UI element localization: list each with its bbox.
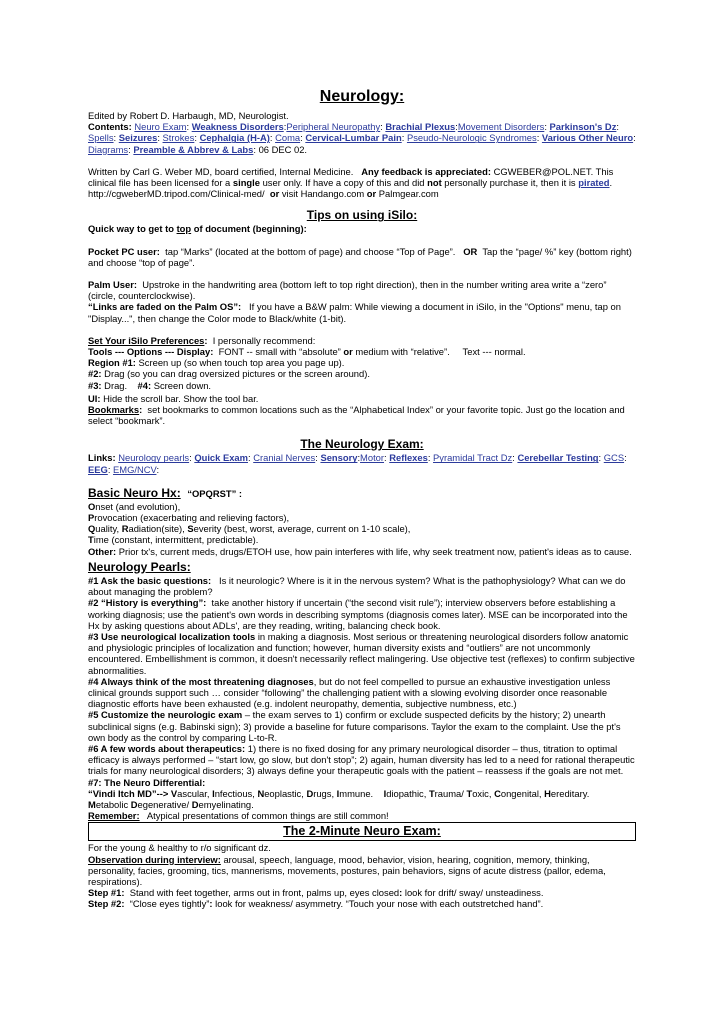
link-pirated[interactable]: pirated xyxy=(578,177,610,189)
link-neurology-pearls[interactable]: Neurology pearls xyxy=(118,452,190,464)
link-sensory[interactable]: Sensory xyxy=(320,452,358,464)
link-pseudo-neurologic[interactable]: Pseudo-Neurologic Syndromes xyxy=(406,132,537,144)
pearl-2: #2 “History is everything”: take another history if uncertain (“the second visit rule”); interview observers before establishing a working diagnosis; use the patient's own words in describing symptoms (diagnosis comes later). MSE can be incorporated into the Hx by asking questions about ADLs', are they reading, writing, balancing check book. xyxy=(88,597,628,631)
metabolic-initial: D xyxy=(130,798,138,810)
vindi-initial: I xyxy=(212,787,215,799)
pearl-7: #7: The Neuro Differential: xyxy=(88,776,206,788)
link-seizures[interactable]: Seizures xyxy=(118,132,158,144)
vindi-line: “Vindi Itch MD”--> Vascular, Infectious, Neoplastic, Drugs, Immune. Idiopathic, Trauma/ Toxic, Congenital, Hereditary. xyxy=(88,787,590,799)
vindi-mnemonic xyxy=(171,788,589,799)
pearl-5: #5 Customize the neurologic exam – the exam serves to 1) confirm or exclude suspected deficits by the history; 2) unearth subclinical signs (e.g. Babinski sign); 3) provide a baseline for future comparisons. Taylor the exam to the complaint. Use the pt's own body as the control by comparing L-to-R. xyxy=(88,709,621,743)
vindi-initial: T xyxy=(466,787,473,799)
tools-line: Tools --- Options --- Display: FONT -- small with “absolute” or medium with “relative”. Text --- normal. xyxy=(88,346,526,358)
faded-links-tip: “Links are faded on the Palm OS”: If you have a B&W palm: While viewing a document in iSilo, in the "Options" menu, tap on "Display...", then change the Color mode to Black/white (1-bit). xyxy=(88,301,621,324)
link-reflexes[interactable]: Reflexes xyxy=(389,452,428,464)
vindi-word: nfectious, xyxy=(214,787,258,799)
vindi-word: ascular, xyxy=(177,787,213,799)
feedback-label: Any feedback is appreciated: xyxy=(361,165,491,177)
pearl-4: #4 Always think of the most threatening diagnoses, but do not feel compelled to pursue an exhaustive investigation unless clinical grounds support such … consider “following” the challenging patient with a slowing evolving disorder once reasonable diagnostic efforts have been exhausted (e.g. indolent neuropathy, dementia, subjective numbness, etc.) xyxy=(88,675,611,710)
author-email: CGWEBER@POL.NET. xyxy=(493,165,594,177)
ui-line: UI: Hide the scroll bar. Show the tool bar. xyxy=(88,392,259,404)
pearls-heading: Neurology Pearls: xyxy=(88,559,191,574)
written-by: Written by Carl G. Weber MD, board certified, Internal Medicine. Any feedback is appreciated: CGWEBER@POL.NET. This clinical file has been licensed for a single user only. If have a copy of this and did not personally purchase it, then it is pirated. xyxy=(88,165,614,189)
link-peripheral-neuropathy[interactable]: Peripheral Neuropathy xyxy=(286,121,381,133)
link-diagrams[interactable]: Diagrams xyxy=(88,143,129,155)
vindi-word: diopathic, xyxy=(386,787,429,799)
palm-user-tip: Palm User: Upstroke in the handwriting area (bottom left to top right direction), then in the number writing area write a “zero” (circle, counterclockwise). xyxy=(88,279,607,302)
vindi-word: eoplastic, xyxy=(264,787,307,799)
onset-line: Onset (and evolution), xyxy=(88,500,181,512)
step-1: Step #1: Stand with feet together, arms out in front, palms up, eyes closed: look for drift/ sway/ unsteadiness. xyxy=(88,887,544,899)
metabolic-initial: M xyxy=(88,798,96,810)
vindi-word: rugs, xyxy=(313,787,337,799)
pearl-6: #6 A few words about therapeutics: 1) there is no fixed dosing for any primary neurological disorder – thus, titration to optimal efficacy is always performed – “start low, go slow, but don't stop”; 2) again, human diversity has led to a need for rational therapeutic trials for many neurological disorders; 3) always define your therapeutic goals with the patient – reassess if the goals are not met. xyxy=(88,742,635,777)
exam-links: Links: Neurology pearls: Quick Exam: Cranial Nerves: Sensory:Motor: Reflexes: Pyramidal Tract Dz: Cerebellar Testing: GCS: EEG: EMG/NCV: xyxy=(88,452,627,475)
pearl-3: #3 Use neurological localization tools in making a diagnosis. Most serious or threatening neurological disorders follow anatomic and physiologic principles of localization and function; however, human diversity exists and “outliers” are not uncommonly encountered. Embellishment is common, it doesn't necessarily reflect malingering. Use objective test (reflexes) to confirm subjective abnormalities. xyxy=(88,630,635,676)
link-cranial-nerves[interactable]: Cranial Nerves xyxy=(253,452,316,464)
link-motor[interactable]: Motor xyxy=(360,452,385,464)
link-spells[interactable]: Spells xyxy=(88,132,114,144)
metabolic-initial: D xyxy=(191,798,199,810)
vindi-initial: I xyxy=(383,787,387,799)
tips-heading: Tips on using iSilo: xyxy=(306,208,418,223)
vindi-initial: N xyxy=(257,787,265,799)
link-brachial-plexus[interactable]: Brachial Plexus xyxy=(385,121,456,133)
vindi-word: oxic, xyxy=(472,787,495,799)
quality-line: Quality, Radiation(site), Severity (best, worst, average, current on 1-10 scale), xyxy=(88,523,411,535)
link-cephalgia[interactable]: Cephalgia (H-A) xyxy=(199,132,270,144)
remember-line: Remember: Atypical presentations of common things are still common! xyxy=(88,810,389,822)
link-cerebellar-testing[interactable]: Cerebellar Testing xyxy=(517,452,599,464)
link-coma[interactable]: Coma xyxy=(275,132,301,144)
website-url: http://cgweberMD.tripod.com/Clinical-med/ xyxy=(88,188,265,200)
link-strokes[interactable]: Strokes xyxy=(162,132,195,144)
link-weakness-disorders[interactable]: Weakness Disorders xyxy=(191,121,284,133)
link-various-other-neuro[interactable]: Various Other Neuro xyxy=(541,132,634,144)
region2-line: #2: Drag (so you can drag oversized pictures or the screen around). xyxy=(88,368,370,380)
step-2: Step #2: “Close eyes tightly”: look for weakness/ asymmetry. “Touch your nose with each outstretched hand”. xyxy=(88,898,544,910)
vindi-word: rauma/ xyxy=(434,787,467,799)
website-line: http://cgweberMD.tripod.com/Clinical-med/ or visit Handango.com or Palmgear.com xyxy=(88,188,439,200)
basic-hx-heading-row xyxy=(88,486,636,501)
contents-label: Contents: xyxy=(88,121,132,133)
link-pyramidal-tract[interactable]: Pyramidal Tract Dz xyxy=(433,452,513,464)
vindi-initial: T xyxy=(428,787,435,799)
link-gcs[interactable]: GCS xyxy=(603,452,625,464)
vindi-initial: H xyxy=(544,787,551,799)
two-minute-heading: The 2-Minute Neuro Exam: xyxy=(88,822,636,841)
metabolic-mnemonic xyxy=(88,799,254,810)
pocket-pc-tip: Pocket PC user: tap “Marks” (located at the bottom of page) and choose “Top of Page”. OR Tap the “page/ %” key (bottom right) and choose “top of page”. xyxy=(88,245,632,268)
region34-line: #3: Drag. #4: Screen down. xyxy=(88,379,212,391)
provocation-line: Provocation (exacerbating and relieving factors), xyxy=(88,512,290,524)
edited-by: Edited by Robert D. Harbaugh, MD, Neurologist. xyxy=(88,110,289,121)
bookmarks-line: Bookmarks: set bookmarks to common locations such as the “Alphabetical Index” or your favorite topic. Just go the location and select “bookmark”. xyxy=(88,404,625,427)
quick-way: Quick way to get to top of document (beginning): xyxy=(88,223,307,235)
two-minute-intro: For the young & healthy to r/o significant dz. xyxy=(88,842,271,854)
link-emg-ncv[interactable]: EMG/NCV xyxy=(113,463,157,475)
page-title: Neurology: xyxy=(319,88,405,105)
vindi-initial: D xyxy=(306,787,314,799)
prefs-line: Set Your iSilo Preferences: I personally recommend: xyxy=(88,334,316,346)
time-line: Time (constant, intermittent, predictable). xyxy=(88,534,259,546)
link-neuro-exam[interactable]: Neuro Exam xyxy=(134,121,187,133)
vindi-initial: V xyxy=(170,787,178,799)
vindi-word: mmune. xyxy=(339,787,384,799)
link-quick-exam[interactable]: Quick Exam xyxy=(194,452,248,464)
metabolic-word: etabolic xyxy=(95,798,131,810)
exam-heading: The Neurology Exam: xyxy=(300,437,424,452)
link-cervical-lumbar-pain[interactable]: Cervical-Lumbar Pain xyxy=(305,132,402,144)
link-parkinsons[interactable]: Parkinson's Dz xyxy=(549,121,617,133)
other-line: Other: Prior tx's, current meds, drugs/ETOH use, how pain interferes with life, why seek treatment now, patient's ideas as to cause. xyxy=(88,545,632,557)
vindi-word: ereditary. xyxy=(550,787,590,799)
metabolic-word: egenerative/ xyxy=(137,798,192,810)
contents-line: Contents: Neuro Exam: Weakness Disorders:Peripheral Neuropathy: Brachial Plexus:Movement Disorders: Parkinson's Dz: Spells: Seizures: Strokes: Cephalgia (H-A): Coma: Cervical-Lumbar Pain: Pseudo-Neurologic Syndromes: Various Other Neuro: Diagrams: Preamble & Abbrev & Labs: 06 DEC 02. xyxy=(88,121,636,155)
vindi-initial: I xyxy=(336,787,340,799)
basic-hx-heading: Basic Neuro Hx: xyxy=(88,485,181,500)
observation-line: Observation during interview: arousal, speech, language, mood, behavior, vision, hearing, cognition, memory, thinking, personality, facies, grooming, tics, mannerisms, movements, postures, pain behaviors, signs of acute distress (pallor, edema, respirations). xyxy=(88,853,606,887)
link-movement-disorders[interactable]: Movement Disorders xyxy=(457,121,545,133)
opqrst-mnemonic: “OPQRST” : xyxy=(187,487,243,499)
document xyxy=(88,86,636,910)
pearl-1: #1 Ask the basic questions: Is it neurologic? Where is it in the nervous system? What is the pathophysiology? What can we do about managing the problem? xyxy=(88,574,626,598)
vindi-initial: C xyxy=(494,787,501,799)
contents-date: 06 DEC 02. xyxy=(258,143,308,155)
metabolic-line xyxy=(88,799,636,810)
link-preamble[interactable]: Preamble & Abbrev & Labs xyxy=(133,143,254,155)
link-eeg[interactable]: EEG xyxy=(88,463,108,475)
vindi-word: ongenital, xyxy=(500,787,545,799)
region-line: Region #1: Screen up (so when touch top area you page up). xyxy=(88,357,345,369)
metabolic-word: emyelinating. xyxy=(198,798,254,810)
